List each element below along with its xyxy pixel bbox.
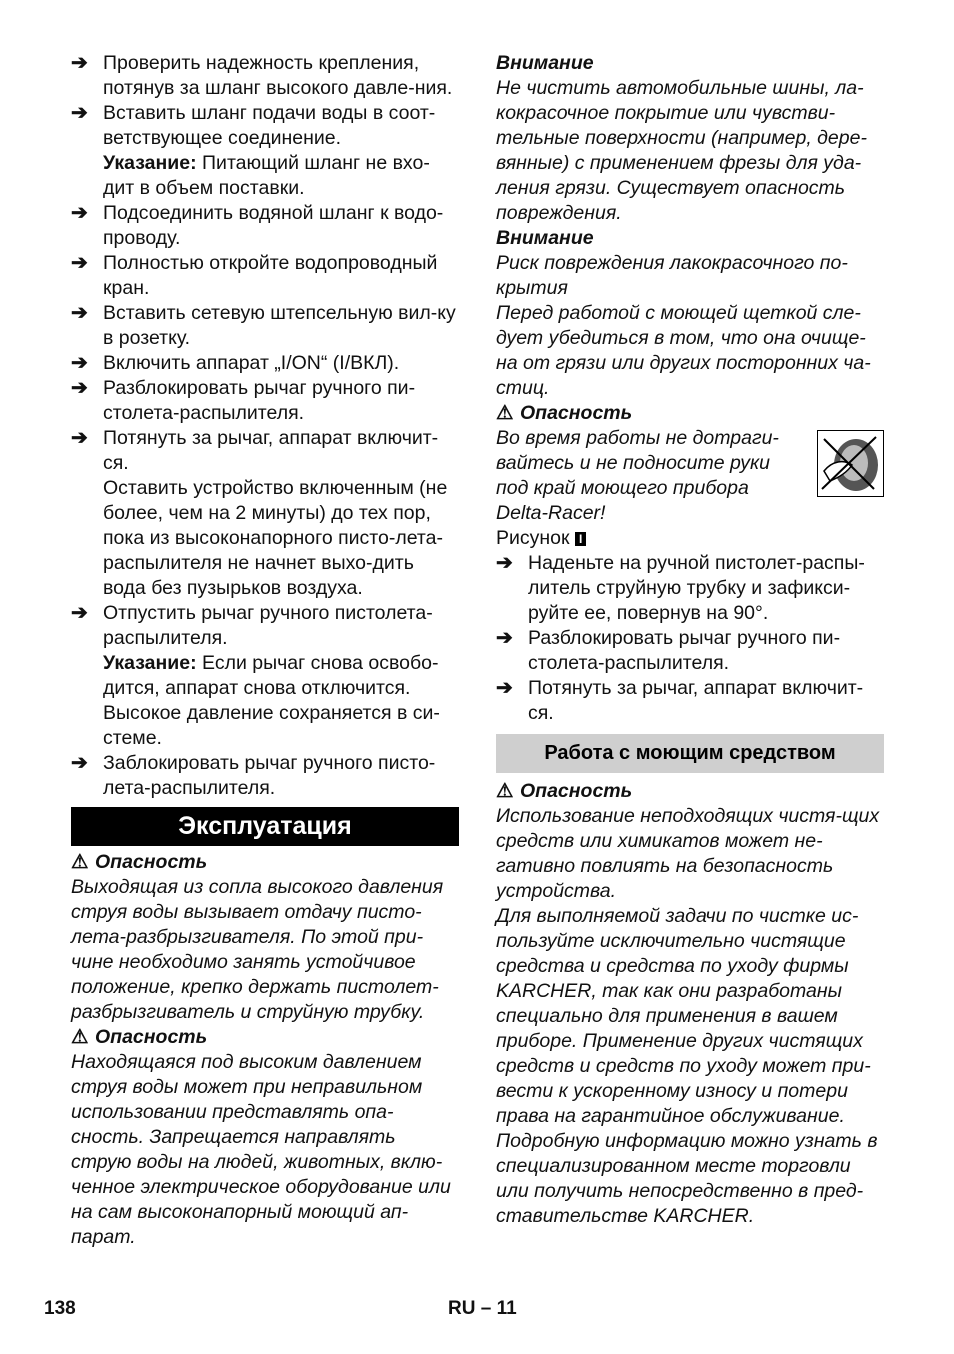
note-supply-hose: Указание: Питающий шланг не вхо-дит в объем поставки. [103, 152, 430, 199]
danger-text-recoil: Выходящая из сопла высокого давления струя воды вызывает отдачу писто-лета-разбрызгивателя. По этой при-чине необходимо занять устойчивое положение, крепко держать пистолет-разбрызгиватель и струйную трубку. [71, 876, 444, 1023]
step-check-hose: ➔ Проверить надежность крепления, потянув за шланг высокого давле-ния. [71, 52, 453, 99]
arrow-icon: ➔ [71, 377, 88, 399]
step-connect-water: ➔ Подсоединить водяной шланг к водо-проводу. [71, 202, 444, 249]
arrow-icon: ➔ [71, 602, 88, 624]
arrow-icon: ➔ [71, 202, 88, 224]
arrow-icon: ➔ [496, 552, 513, 574]
step-insert-water-hose: ➔ Вставить шланг подачи воды в соот-ветствующее соединение. [71, 102, 436, 149]
warning-triangle-icon: ⚠ [496, 780, 514, 802]
danger-text-detergent: Использование неподходящих чистя-щих средств или химикатов может не-гативно повлиять на безопасность устройства. [496, 805, 880, 902]
danger-text-karcher-products: Для выполняемой задачи по чистке ис-пользуйте исключительно чистящие средства и средства по уходу фирмы KARCHER, так как они разработаны специально для применения в вашем приборе. Применение других чистящих средств и средств по уходу может при-вести к ускоренному износу и потери права на гарантийное обслуживание. Подробную информацию можно узнать в специализированном месте торговли или получить непосредственно в пред-ставительстве KARCHER. [496, 905, 878, 1227]
arrow-icon: ➔ [71, 427, 88, 449]
step-plug-in: ➔ Вставить сетевую штепсельную вил-ку в розетку. [71, 302, 456, 349]
section-page-label: RU – 11 [448, 1298, 517, 1319]
step-release-lever: ➔ Отпустить рычаг ручного пистолета-распылителя. [71, 602, 433, 649]
caution-text-dirt-blaster: Не чистить автомобильные шины, ла-кокрасочное покрытие или чувстви-тельные поверхности (например, дере-вянные) с применением фрезы для уда-ления грязи. Существует опасность повреждения. [496, 77, 867, 224]
arrow-icon: ➔ [496, 627, 513, 649]
danger-heading: ⚠ Опасность [496, 780, 633, 802]
danger-heading: ⚠ Опасность [71, 851, 208, 873]
page-number: 138 [44, 1298, 76, 1319]
no-hands-warning-pictogram [817, 430, 884, 497]
arrow-icon: ➔ [71, 102, 88, 124]
warning-triangle-icon: ⚠ [71, 851, 89, 873]
danger-delta-racer-block [496, 426, 884, 526]
arrow-icon: ➔ [71, 352, 88, 374]
step-attach-lance: ➔ Наденьте на ручной пистолет-распы-литель струйную трубку и зафикси-руйте ее, повернув на 90°. [496, 552, 865, 624]
step-switch-on: ➔ Включить аппарат „I/ON“ (I/ВКЛ). [71, 352, 400, 374]
danger-heading: ⚠ Опасность [496, 402, 633, 424]
section-title-operation: Эксплуатация [71, 807, 459, 846]
caution-heading: Внимание [496, 227, 594, 249]
caution-heading: Внимание [496, 52, 594, 74]
step-unlock-lever: ➔ Разблокировать рычаг ручного пи-столета-распылителя. [71, 377, 416, 424]
arrow-icon: ➔ [71, 52, 88, 74]
warning-triangle-icon: ⚠ [496, 402, 514, 424]
step-pull-lever: ➔ Потянуть за рычаг, аппарат включит-ся. [496, 677, 864, 724]
step-open-tap: ➔ Полностью откройте водопроводный кран. [71, 252, 438, 299]
danger-heading: ⚠ Опасность [71, 1026, 208, 1048]
note-run-device: Оставить устройство включенным (не более, чем на 2 минуты) до тех пор, пока из высоконапорного писто-лета-распылителя не начнет выхо-дить вода без пузырьков воздуха. [103, 477, 448, 599]
danger-text-delta-racer: Во время работы не дотраги-вайтесь и не подносите руки под край моющего прибора Delta-Racer! [496, 427, 779, 524]
arrow-icon: ➔ [71, 752, 88, 774]
arrow-icon: ➔ [71, 252, 88, 274]
section-title-detergent: Работа с моющим средством [496, 734, 884, 773]
step-unlock-lever: ➔ Разблокировать рычаг ручного пи-столета-распылителя. [496, 627, 841, 674]
arrow-icon: ➔ [71, 302, 88, 324]
note-lever-release: Указание: Если рычаг снова освобо-дится, аппарат снова отключится. Высокое давление сохраняется в си-стеме. [103, 652, 440, 749]
step-lock-lever: ➔ Заблокировать рычаг ручного писто-лета-распылителя. [71, 752, 436, 799]
caution-text-paint-risk: Риск повреждения лакокрасочного по-крытия [496, 252, 848, 299]
step-pull-lever: ➔ Потянуть за рычаг, аппарат включит-ся. [71, 427, 439, 474]
left-column [71, 51, 459, 1250]
arrow-icon: ➔ [496, 677, 513, 699]
warning-triangle-icon: ⚠ [71, 1026, 89, 1048]
caution-text-brush-clean: Перед работой с моющей щеткой сле-дует убедиться в том, что она очище-на от грязи или других посторонних ча-стиц. [496, 302, 871, 399]
danger-text-pressure-jet: Находящаяся под высоким давлением струя воды может при неправильном использовании представлять опа-сность. Запрещается направлять струю воды на людей, животных, вклю-ченное электрическое оборудование или на сам высоконапорный моющий ап-парат. [71, 1051, 451, 1248]
figure-reference: Рисунок I [496, 526, 884, 551]
right-column [496, 51, 884, 1229]
figure-number-badge: I [575, 532, 586, 546]
